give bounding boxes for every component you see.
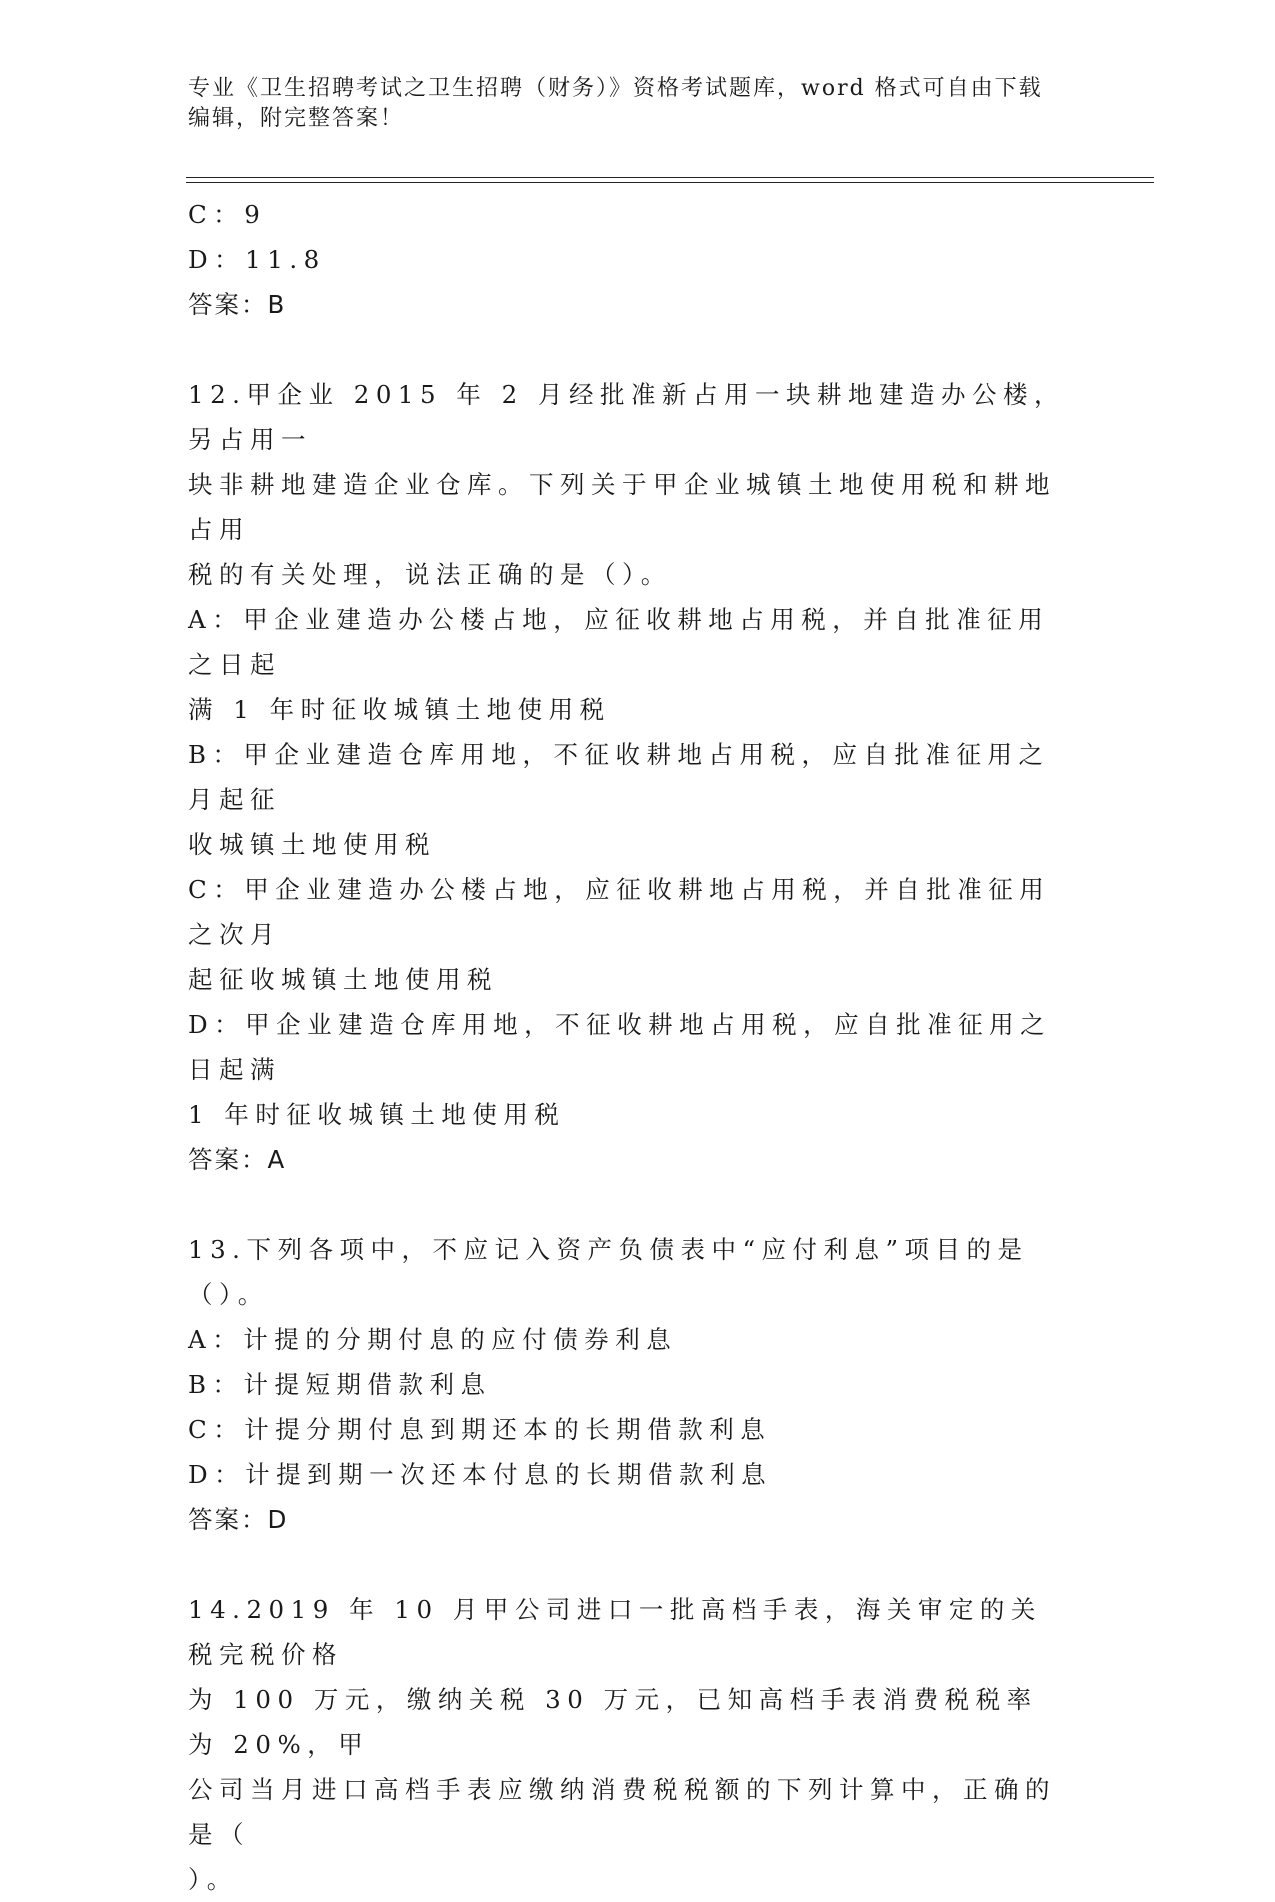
q12-stem-line-1: 12.甲企业 2015 年 2 月经批准新占用一块耕地建造办公楼，另占用一	[188, 380, 1066, 454]
header-divider-bottom	[186, 182, 1154, 183]
header-divider-top	[186, 177, 1154, 178]
question-12	[188, 372, 1068, 1182]
q14-stem-line-2: 为 100 万元，缴纳关税 30 万元，已知高档手表消费税税率为 20%，甲	[188, 1685, 1038, 1759]
q13-stem: 13.下列各项中，不应记入资产负债表中“应付利息”项目的是（）。	[188, 1235, 1029, 1309]
spacer	[188, 327, 1068, 372]
prev-option-d: D：11.8	[188, 245, 326, 274]
question-13	[188, 1227, 1068, 1542]
q12-option-c-line-2: 起征收城镇土地使用税	[188, 965, 498, 994]
question-content	[188, 192, 1068, 1902]
spacer	[188, 1542, 1068, 1587]
q12-option-c-line-1: C：甲企业建造办公楼占地，应征收耕地占用税，并自批准征用之次月	[188, 875, 1051, 949]
q12-option-b-line-1: B：甲企业建造仓库用地，不征收耕地占用税，应自批准征用之月起征	[188, 740, 1050, 814]
q14-stem-line-4: ）。	[188, 1865, 238, 1894]
q12-option-d-line-2: 1 年时征收城镇土地使用税	[188, 1100, 566, 1129]
q12-option-d-line-1: D：甲企业建造仓库用地，不征收耕地占用税，应自批准征用之日起满	[188, 1010, 1052, 1084]
q14-stem-line-1: 14.2019 年 10 月甲公司进口一批高档手表，海关审定的关税完税价格	[188, 1595, 1042, 1669]
q12-option-a-line-2: 满 1 年时征收城镇土地使用税	[188, 695, 611, 724]
q13-option-c: C：计提分期付息到期还本的长期借款利息	[188, 1415, 772, 1444]
header-line-2: 编辑，附完整答案！	[188, 106, 405, 131]
q13-option-d: D：计提到期一次还本付息的长期借款利息	[188, 1460, 773, 1489]
header-line-1: 专业《卫生招聘考试之卫生招聘（财务）》资格考试题库，word 格式可自由下载	[188, 76, 1043, 101]
q13-option-a: A：计提的分期付息的应付债券利息	[188, 1325, 678, 1354]
prev-option-c: C：9	[188, 200, 267, 229]
spacer	[188, 1182, 1068, 1227]
q12-stem-line-2: 块非耕地建造企业仓库。下列关于甲企业城镇土地使用税和耕地占用	[188, 470, 1056, 544]
q12-answer: 答案：A	[188, 1145, 287, 1174]
document-header	[188, 74, 1068, 134]
q13-option-b: B：计提短期借款利息	[188, 1370, 492, 1399]
q12-option-b-line-2: 收城镇土地使用税	[188, 830, 436, 859]
q12-option-a-line-1: A：甲企业建造办公楼占地，应征收耕地占用税，并自批准征用之日起	[188, 605, 1050, 679]
q13-answer: 答案：D	[188, 1505, 289, 1534]
prev-answer: 答案：B	[188, 290, 287, 319]
q14-stem-line-3: 公司当月进口高档手表应缴纳消费税税额的下列计算中，正确的是（	[188, 1775, 1056, 1849]
q12-stem-line-3: 税的有关处理，说法正确的是（）。	[188, 560, 672, 589]
question-14	[188, 1587, 1068, 1902]
